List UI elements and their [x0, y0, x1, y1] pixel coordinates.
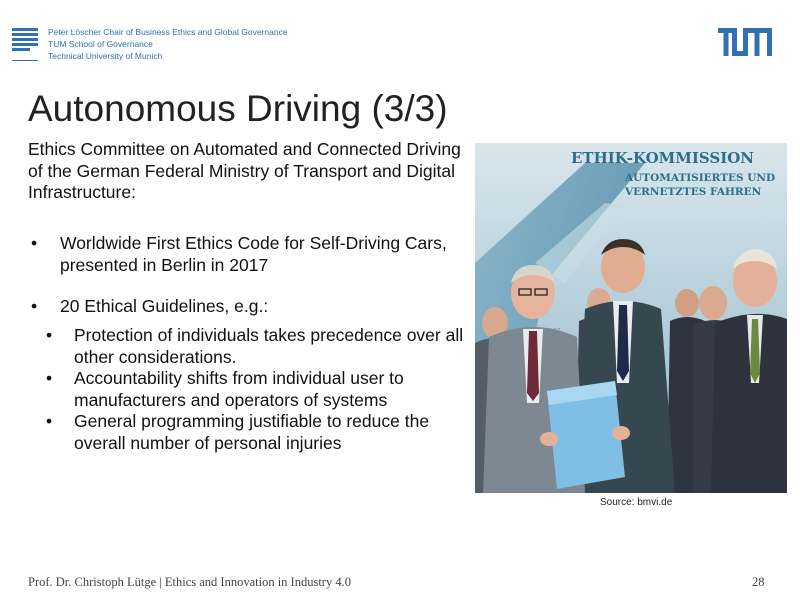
photo-banner-line3: VERNETZTES FAHREN: [625, 186, 762, 198]
guideline-text: Accountability shifts from individual user to manufacturers and operators of systems: [74, 368, 404, 410]
header-chair: Peter Löscher Chair of Business Ethics and Global Governance: [48, 27, 288, 37]
guideline-list: [28, 325, 468, 454]
header-university: Technical University of Munich: [48, 50, 163, 61]
bullet-dot: •: [46, 325, 53, 345]
bullet-text: Worldwide First Ethics Code for Self-Driving Cars, presented in Berlin in 2017: [60, 233, 447, 275]
bullet-dot: •: [31, 233, 38, 253]
photo-banner-line2: AUTOMATISIERTES UND: [625, 172, 776, 184]
bullet-item: [28, 296, 468, 318]
guideline-item: [28, 325, 468, 368]
header-divider: [12, 60, 38, 61]
header-affiliation: [48, 27, 288, 62]
footer-text: Prof. Dr. Christoph Lütge | Ethics and Innovation in Industry 4.0: [28, 575, 351, 589]
guideline-text: General programming justifiable to reduce the overall number of personal injuries: [74, 411, 430, 453]
guideline-item: [28, 368, 468, 411]
bullet-item: [28, 233, 468, 276]
bullet-dot: •: [46, 411, 53, 431]
bullet-text: 20 Ethical Guidelines, e.g.:: [60, 296, 269, 316]
page-number: 28: [752, 575, 765, 589]
bullet-dot: •: [31, 296, 38, 316]
tum-logo-icon: [718, 28, 772, 56]
header-school: TUM School of Governance: [48, 38, 153, 49]
main-bullet-list: [28, 233, 468, 318]
ethics-committee-photo: [475, 143, 787, 493]
guideline-text: Protection of individuals takes precedence over all other considerations.: [74, 325, 464, 367]
guideline-item: [28, 411, 468, 454]
intro-text: Ethics Committee on Automated and Connected Driving of the German Federal Ministry of Transport and Digital Infrastructure:: [28, 139, 461, 202]
slide-title: Autonomous Driving (3/3): [28, 88, 448, 129]
header-logo-icon: [12, 28, 38, 56]
bullet-dot: •: [46, 368, 53, 388]
photo-source: Source: bmvi.de: [600, 497, 673, 508]
photo-banner-title: ETHIK-KOMMISSION: [571, 149, 755, 167]
